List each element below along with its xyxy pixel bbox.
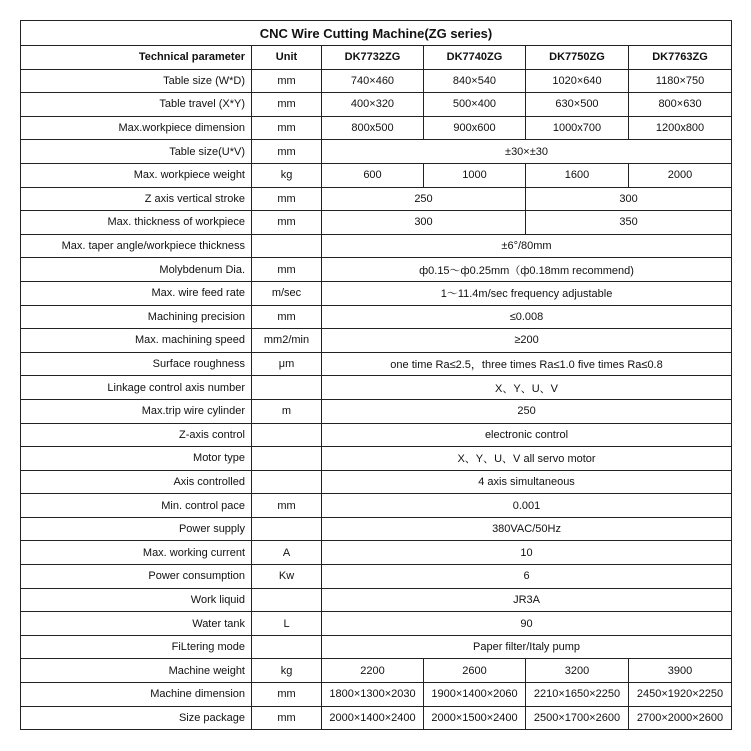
value-cell: X、Y、U、V [322,376,732,400]
unit-cell [252,517,322,541]
table-row [21,470,732,494]
value-cell: 1000x700 [526,116,629,140]
value-cell: 1200x800 [629,116,732,140]
table-row [21,140,732,164]
value-cell: 1800×1300×2030 [322,683,424,707]
unit-cell [252,470,322,494]
unit-cell: kg [252,659,322,683]
header-dk7740zg: DK7740ZG [424,46,526,70]
spec-table [20,20,732,730]
value-cell: ±6°/80mm [322,234,732,258]
param-cell: Machining precision [21,305,252,329]
unit-cell: mm [252,140,322,164]
table-row [21,635,732,659]
unit-cell [252,234,322,258]
header-dk7763zg: DK7763ZG [629,46,732,70]
value-cell: JR3A [322,588,732,612]
table-title: CNC Wire Cutting Machine(ZG series) [21,21,732,46]
param-cell: Table travel (X*Y) [21,93,252,117]
param-cell: Max. workpiece weight [21,163,252,187]
unit-cell: mm [252,93,322,117]
header-technical-parameter: Technical parameter [21,46,252,70]
value-cell: 2500×1700×2600 [526,706,629,730]
value-cell: 400×320 [322,93,424,117]
value-cell: ≤0.008 [322,305,732,329]
table-row [21,258,732,282]
value-cell: 3900 [629,659,732,683]
value-cell: 250 [322,187,526,211]
value-cell: 1600 [526,163,629,187]
unit-cell: mm2/min [252,329,322,353]
param-cell: Molybdenum Dia. [21,258,252,282]
table-row [21,399,732,423]
unit-cell: mm [252,69,322,93]
unit-cell: μm [252,352,322,376]
header-dk7732zg: DK7732ZG [322,46,424,70]
value-cell: 1000 [424,163,526,187]
table-row [21,116,732,140]
table-row [21,588,732,612]
value-cell: 2450×1920×2250 [629,683,732,707]
value-cell: 3200 [526,659,629,683]
param-cell: Z axis vertical stroke [21,187,252,211]
unit-cell [252,447,322,471]
header-unit: Unit [252,46,322,70]
value-cell: 800×630 [629,93,732,117]
table-row [21,494,732,518]
value-cell: 740×460 [322,69,424,93]
table-row [21,447,732,471]
unit-cell: L [252,612,322,636]
header-row [21,46,732,70]
param-cell: Size package [21,706,252,730]
unit-cell: mm [252,683,322,707]
param-cell: Min. control pace [21,494,252,518]
unit-cell: mm [252,494,322,518]
param-cell: Surface roughness [21,352,252,376]
table-row [21,69,732,93]
value-cell: ≥200 [322,329,732,353]
value-cell: ф0.15～ф0.25mm（ф0.18mm recommend) [322,258,732,282]
unit-cell: mm [252,305,322,329]
value-cell: 1180×750 [629,69,732,93]
value-cell: electronic control [322,423,732,447]
param-cell: Max. thickness of workpiece [21,211,252,235]
spec-body [21,69,732,730]
param-cell: Power consumption [21,565,252,589]
value-cell: 0.001 [322,494,732,518]
table-row [21,93,732,117]
value-cell: 1900×1400×2060 [424,683,526,707]
value-cell: ±30×±30 [322,140,732,164]
value-cell: 2000×1500×2400 [424,706,526,730]
table-row [21,706,732,730]
table-row [21,163,732,187]
value-cell: 840×540 [424,69,526,93]
value-cell: 1020×640 [526,69,629,93]
unit-cell: m/sec [252,281,322,305]
value-cell: 2600 [424,659,526,683]
value-cell: 2000×1400×2400 [322,706,424,730]
param-cell: Max. machining speed [21,329,252,353]
value-cell: 300 [526,187,732,211]
unit-cell: mm [252,116,322,140]
table-row [21,659,732,683]
value-cell: 2210×1650×2250 [526,683,629,707]
value-cell: Paper filter/Italy pump [322,635,732,659]
value-cell: 500×400 [424,93,526,117]
param-cell: Max.workpiece dimension [21,116,252,140]
unit-cell: mm [252,706,322,730]
header-dk7750zg: DK7750ZG [526,46,629,70]
unit-cell [252,376,322,400]
table-row [21,187,732,211]
unit-cell: mm [252,187,322,211]
table-row [21,423,732,447]
value-cell: 630×500 [526,93,629,117]
value-cell: 600 [322,163,424,187]
value-cell: X、Y、U、V all servo motor [322,447,732,471]
title-row [21,21,732,46]
value-cell: 2000 [629,163,732,187]
value-cell: 380VAC/50Hz [322,517,732,541]
param-cell: Machine weight [21,659,252,683]
value-cell: 10 [322,541,732,565]
param-cell: Z-axis control [21,423,252,447]
table-row [21,541,732,565]
table-row [21,305,732,329]
unit-cell: m [252,399,322,423]
unit-cell [252,588,322,612]
param-cell: Work liquid [21,588,252,612]
table-row [21,352,732,376]
table-row [21,683,732,707]
value-cell: 90 [322,612,732,636]
table-row [21,329,732,353]
unit-cell: Kw [252,565,322,589]
unit-cell: mm [252,258,322,282]
param-cell: Machine dimension [21,683,252,707]
value-cell: 4 axis simultaneous [322,470,732,494]
value-cell: 900x600 [424,116,526,140]
table-row [21,211,732,235]
table-row [21,612,732,636]
param-cell: FiLtering mode [21,635,252,659]
table-row [21,517,732,541]
table-row [21,281,732,305]
unit-cell: kg [252,163,322,187]
param-cell: Motor type [21,447,252,471]
value-cell: one time Ra≤2.5，three times Ra≤1.0 five times Ra≤0.8 [322,352,732,376]
unit-cell: A [252,541,322,565]
param-cell: Water tank [21,612,252,636]
unit-cell: mm [252,211,322,235]
param-cell: Max. working current [21,541,252,565]
value-cell: 2200 [322,659,424,683]
param-cell: Max. wire feed rate [21,281,252,305]
param-cell: Max.trip wire cylinder [21,399,252,423]
table-row [21,565,732,589]
value-cell: 1～11.4m/sec frequency adjustable [322,281,732,305]
param-cell: Axis controlled [21,470,252,494]
unit-cell [252,635,322,659]
param-cell: Max. taper angle/workpiece thickness [21,234,252,258]
param-cell: Linkage control axis number [21,376,252,400]
param-cell: Table size(U*V) [21,140,252,164]
param-cell: Power supply [21,517,252,541]
table-row [21,234,732,258]
unit-cell [252,423,322,447]
value-cell: 350 [526,211,732,235]
value-cell: 300 [322,211,526,235]
value-cell: 800x500 [322,116,424,140]
value-cell: 2700×2000×2600 [629,706,732,730]
value-cell: 6 [322,565,732,589]
param-cell: Table size (W*D) [21,69,252,93]
value-cell: 250 [322,399,732,423]
table-row [21,376,732,400]
